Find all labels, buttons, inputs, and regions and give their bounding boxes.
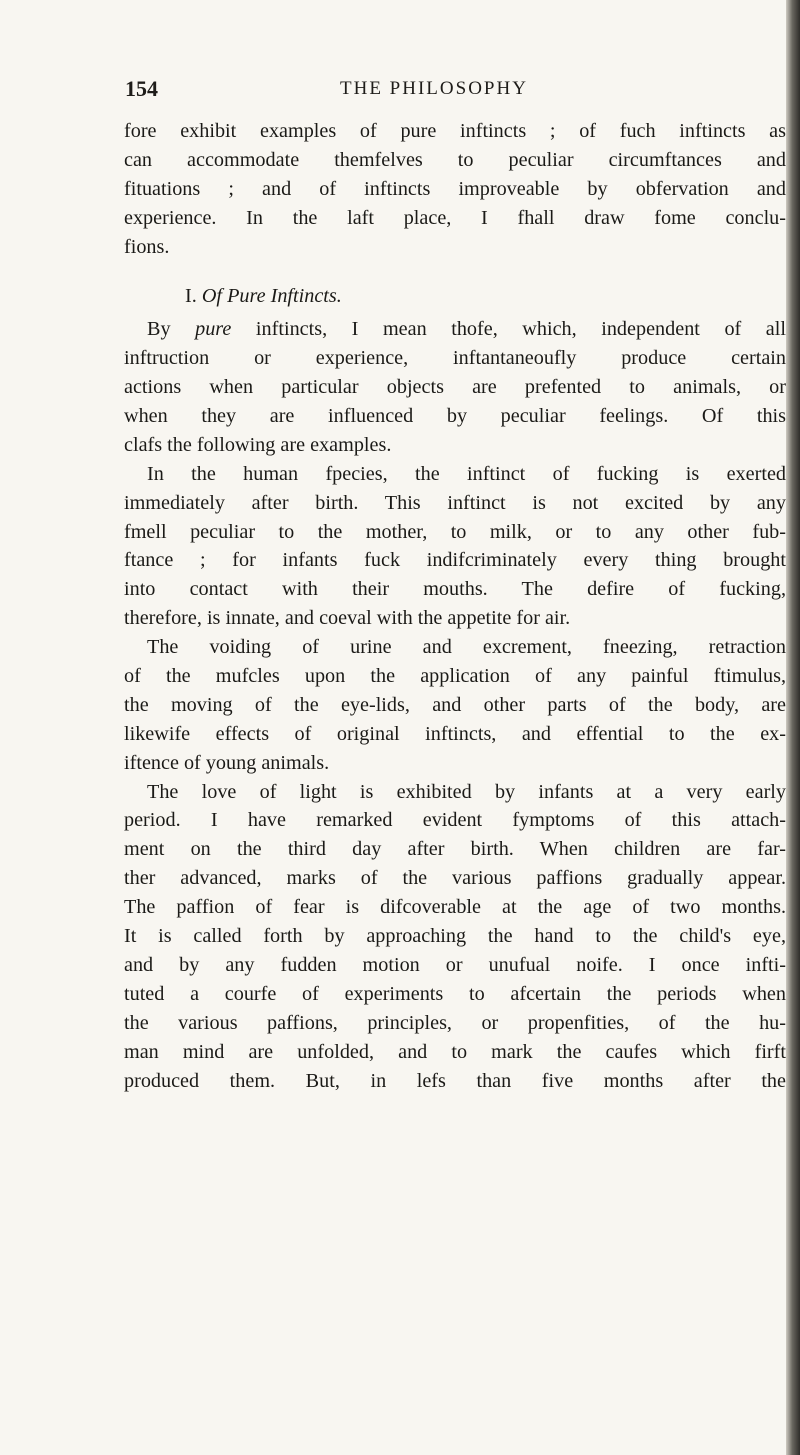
text-line: when they are influenced by peculiar feelings. Of this [124, 405, 786, 428]
text-line: fmell peculiar to the mother, to milk, or to any other fub- [124, 520, 786, 543]
text-run: inftincts, I mean thofe, which, independent of all [231, 318, 786, 341]
text-line: fituations ; and of inftincts improveable by obfervation and [124, 177, 786, 200]
text-line: It is called forth by approaching the hand to the child's eye, [124, 925, 786, 948]
text-line: man mind are unfolded, and to mark the caufes which firft [124, 1040, 786, 1063]
paragraph-4 [124, 633, 786, 777]
italic-word: pure [195, 318, 232, 341]
page-edge-shadow [786, 0, 800, 1455]
section-number: I. [185, 285, 197, 308]
text-line: ftance ; for infants fuck indifcriminately every thing brought [124, 549, 786, 572]
text-line: period. I have remarked evident fymptoms of this attach- [124, 809, 786, 832]
text-line: ther advanced, marks of the various paffions gradually appear. [124, 867, 786, 890]
text-line: iftence of young animals. [124, 751, 330, 774]
text-line: therefore, is innate, and coeval with the appetite for air. [124, 607, 571, 630]
text-line: fions. [124, 235, 170, 258]
text-line: actions when particular objects are prefented to animals, or [124, 376, 786, 399]
paragraph-5 [124, 778, 786, 1096]
text-line: into contact with their mouths. The defire of fucking, [124, 578, 786, 601]
text-line: can accommodate themfelves to peculiar circumftances and [124, 148, 786, 171]
text-line: immediately after birth. This inftinct is not excited by any [124, 491, 786, 514]
text-line: The paffion of fear is difcoverable at the age of two months. [124, 896, 786, 919]
running-head: THE PHILOSOPHY [340, 78, 528, 99]
text-line: the various paffions, principles, or propenfities, of the hu- [124, 1011, 786, 1034]
section-heading [124, 282, 786, 311]
body-text [124, 117, 786, 1095]
text-line: tuted a courfe of experiments to afcertain the periods when [124, 982, 786, 1005]
text-line: clafs the following are examples. [124, 433, 392, 456]
text-line: experience. In the laft place, I fhall draw fome conclu- [124, 206, 786, 229]
text-line: of the mufcles upon the application of any painful ftimulus, [124, 665, 786, 688]
text-line: inftruction or experience, inftantaneoufly produce certain [124, 347, 786, 370]
text-line: The voiding of urine and excrement, fneezing, retraction [147, 636, 786, 659]
text-line: ment on the third day after birth. When children are far- [124, 838, 786, 861]
text-line: fore exhibit examples of pure inftincts ; of fuch inftincts as [124, 120, 786, 142]
text-line: the moving of the eye-lids, and other parts of the body, are [124, 693, 786, 716]
text-line: The love of light is exhibited by infants at a very early [147, 780, 786, 803]
section-title: Of Pure Inftincts. [201, 285, 342, 308]
page-number: 154 [125, 76, 158, 101]
text-line: likewife effects of original inftincts, and effential to the ex- [124, 722, 786, 745]
text-run: By [147, 318, 196, 341]
paragraph-1 [124, 117, 786, 261]
text-line: and by any fudden motion or unufual noife. I once infti- [124, 953, 786, 976]
page-header [125, 76, 785, 112]
text-line: produced them. But, in lefs than five months after the [124, 1069, 786, 1092]
paragraph-3 [124, 460, 786, 633]
text-line [124, 315, 786, 344]
text-line: In the human fpecies, the inftinct of fucking is exerted [147, 462, 786, 485]
paragraph-2 [124, 315, 786, 459]
